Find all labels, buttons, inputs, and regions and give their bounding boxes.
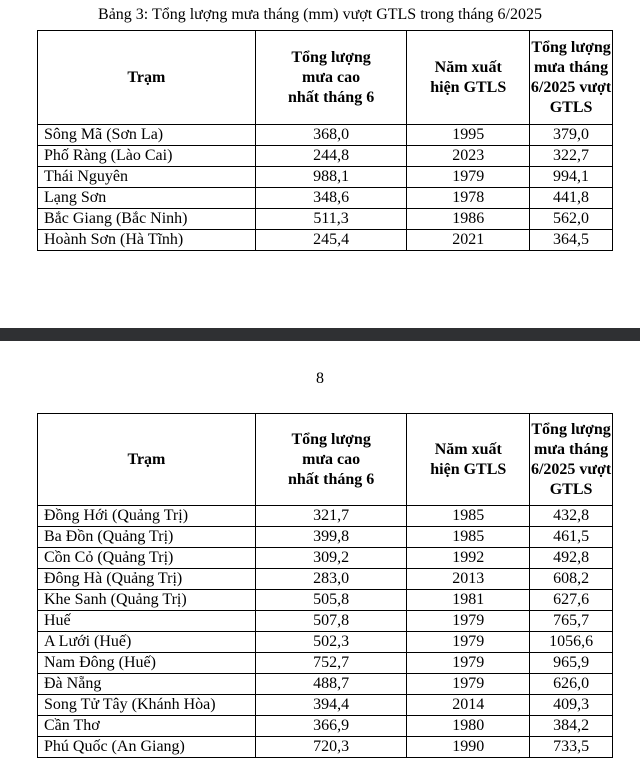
rainfall-table-2 <box>37 413 613 758</box>
table-row <box>38 611 613 632</box>
rainfall-table-1 <box>37 30 613 251</box>
max-june-cell: 244,8 <box>255 146 407 167</box>
table-row <box>38 716 613 737</box>
table-header-row <box>38 414 613 506</box>
header-station: Trạm <box>38 31 256 125</box>
record-year-cell: 2021 <box>407 230 530 251</box>
record-year-cell: 1978 <box>407 188 530 209</box>
record-year-cell: 1981 <box>407 590 530 611</box>
total-june-2025-cell: 364,5 <box>530 230 613 251</box>
station-cell: Phố Ràng (Lào Cai) <box>38 146 256 167</box>
max-june-cell: 394,4 <box>255 695 407 716</box>
total-june-2025-cell: 322,7 <box>530 146 613 167</box>
station-cell: Lạng Sơn <box>38 188 256 209</box>
record-year-cell: 2013 <box>407 569 530 590</box>
table-caption: Bảng 3: Tổng lượng mưa tháng (mm) vượt GTLS trong tháng 6/2025 <box>98 6 542 23</box>
record-year-cell: 1979 <box>407 167 530 188</box>
record-year-cell: 1980 <box>407 716 530 737</box>
max-june-cell: 505,8 <box>255 590 407 611</box>
total-june-2025-cell: 965,9 <box>530 653 613 674</box>
max-june-cell: 507,8 <box>255 611 407 632</box>
station-cell: Cần Thơ <box>38 716 256 737</box>
station-cell: Đông Hà (Quảng Trị) <box>38 569 256 590</box>
table-row <box>38 632 613 653</box>
station-cell: A Lưới (Huế) <box>38 632 256 653</box>
page-number: 8 <box>316 370 324 387</box>
max-june-cell: 988,1 <box>255 167 407 188</box>
station-cell: Thái Nguyên <box>38 167 256 188</box>
table-row <box>38 548 613 569</box>
table-row <box>38 167 613 188</box>
total-june-2025-cell: 461,5 <box>530 527 613 548</box>
record-year-cell: 1985 <box>407 527 530 548</box>
page-break-divider <box>0 328 640 341</box>
record-year-cell: 1979 <box>407 653 530 674</box>
total-june-2025-cell: 409,3 <box>530 695 613 716</box>
max-june-cell: 283,0 <box>255 569 407 590</box>
station-cell: Bắc Giang (Bắc Ninh) <box>38 209 256 230</box>
max-june-cell: 245,4 <box>255 230 407 251</box>
table-header-row <box>38 31 613 125</box>
total-june-2025-cell: 608,2 <box>530 569 613 590</box>
station-cell: Nam Đông (Huế) <box>38 653 256 674</box>
header-total-june-2025: Tổng lượng mưa tháng 6/2025 vượt GTLS <box>530 31 613 125</box>
max-june-cell: 321,7 <box>255 506 407 527</box>
table-row <box>38 527 613 548</box>
record-year-cell: 1985 <box>407 506 530 527</box>
max-june-cell: 348,6 <box>255 188 407 209</box>
table-row <box>38 125 613 146</box>
total-june-2025-cell: 384,2 <box>530 716 613 737</box>
station-cell: Khe Sanh (Quảng Trị) <box>38 590 256 611</box>
record-year-cell: 1995 <box>407 125 530 146</box>
total-june-2025-cell: 432,8 <box>530 506 613 527</box>
record-year-cell: 1986 <box>407 209 530 230</box>
table-row <box>38 569 613 590</box>
max-june-cell: 399,8 <box>255 527 407 548</box>
header-record-year: Năm xuất hiện GTLS <box>407 31 530 125</box>
table-row <box>38 695 613 716</box>
header-total-june-2025: Tổng lượng mưa tháng 6/2025 vượt GTLS <box>530 414 613 506</box>
total-june-2025-cell: 733,5 <box>530 737 613 758</box>
max-june-cell: 752,7 <box>255 653 407 674</box>
total-june-2025-cell: 562,0 <box>530 209 613 230</box>
total-june-2025-cell: 994,1 <box>530 167 613 188</box>
station-cell: Đồng Hới (Quảng Trị) <box>38 506 256 527</box>
table-row <box>38 674 613 695</box>
record-year-cell: 1979 <box>407 611 530 632</box>
record-year-cell: 2014 <box>407 695 530 716</box>
record-year-cell: 2023 <box>407 146 530 167</box>
table-row <box>38 737 613 758</box>
header-record-year: Năm xuất hiện GTLS <box>407 414 530 506</box>
header-max-june: Tổng lượng mưa cao nhất tháng 6 <box>255 414 407 506</box>
station-cell: Sông Mã (Sơn La) <box>38 125 256 146</box>
record-year-cell: 1979 <box>407 632 530 653</box>
record-year-cell: 1979 <box>407 674 530 695</box>
station-cell: Huế <box>38 611 256 632</box>
table-row <box>38 209 613 230</box>
header-max-june: Tổng lượng mưa cao nhất tháng 6 <box>255 31 407 125</box>
table-row <box>38 506 613 527</box>
header-station: Trạm <box>38 414 256 506</box>
total-june-2025-cell: 765,7 <box>530 611 613 632</box>
total-june-2025-cell: 1056,6 <box>530 632 613 653</box>
table-row <box>38 146 613 167</box>
total-june-2025-cell: 627,6 <box>530 590 613 611</box>
station-cell: Cồn Cỏ (Quảng Trị) <box>38 548 256 569</box>
max-june-cell: 309,2 <box>255 548 407 569</box>
station-cell: Hoành Sơn (Hà Tĩnh) <box>38 230 256 251</box>
total-june-2025-cell: 626,0 <box>530 674 613 695</box>
table-row <box>38 653 613 674</box>
table-row <box>38 590 613 611</box>
max-june-cell: 720,3 <box>255 737 407 758</box>
station-cell: Song Tử Tây (Khánh Hòa) <box>38 695 256 716</box>
station-cell: Ba Đồn (Quảng Trị) <box>38 527 256 548</box>
total-june-2025-cell: 441,8 <box>530 188 613 209</box>
total-june-2025-cell: 379,0 <box>530 125 613 146</box>
station-cell: Đà Nẵng <box>38 674 256 695</box>
max-june-cell: 488,7 <box>255 674 407 695</box>
table-row <box>38 188 613 209</box>
max-june-cell: 368,0 <box>255 125 407 146</box>
table-row <box>38 230 613 251</box>
max-june-cell: 502,3 <box>255 632 407 653</box>
station-cell: Phú Quốc (An Giang) <box>38 737 256 758</box>
max-june-cell: 511,3 <box>255 209 407 230</box>
record-year-cell: 1990 <box>407 737 530 758</box>
max-june-cell: 366,9 <box>255 716 407 737</box>
total-june-2025-cell: 492,8 <box>530 548 613 569</box>
record-year-cell: 1992 <box>407 548 530 569</box>
